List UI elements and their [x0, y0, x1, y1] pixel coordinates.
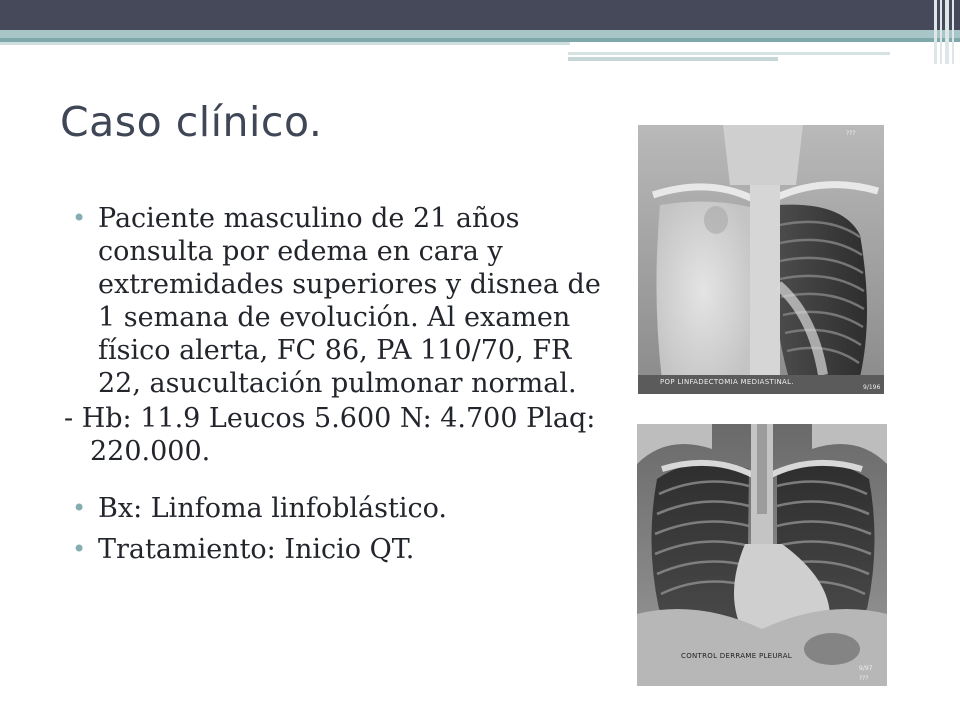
- xray-caption: POP LINFADECTOMIA MEDIASTINAL.: [660, 378, 794, 386]
- chest-xray-graphic: [638, 125, 884, 394]
- svg-text:9/196: 9/196: [863, 384, 881, 391]
- slide-content: [64, 202, 612, 566]
- header-decor-line: [568, 52, 890, 55]
- slide-title: Caso clínico.: [60, 98, 323, 146]
- bullet-list: [72, 492, 612, 566]
- header-corner-stripes: [930, 0, 960, 64]
- bullet-list: [72, 202, 612, 400]
- svg-text:9/97: 9/97: [859, 665, 873, 672]
- svg-text:???: ???: [859, 675, 869, 682]
- xray-image-top: [638, 125, 884, 394]
- list-item: [72, 492, 612, 525]
- chest-xray-graphic: [637, 424, 887, 686]
- header-band: [0, 0, 960, 30]
- biopsy-result: Bx: Linfoma linfoblástico.: [98, 493, 447, 524]
- list-item: [72, 202, 612, 400]
- xray-caption: CONTROL DERRAME PLEURAL: [681, 652, 792, 660]
- header-accent-band: [0, 30, 960, 38]
- xray-image-bottom: [637, 424, 887, 686]
- header-accent-line-light: [0, 42, 570, 45]
- treatment: Tratamiento: Inicio QT.: [98, 534, 415, 565]
- header-decor-line: [568, 57, 778, 61]
- bullet-icon: •: [72, 204, 87, 232]
- bullet-icon: •: [72, 535, 87, 563]
- list-item: [72, 533, 612, 566]
- svg-text:???: ???: [846, 130, 856, 137]
- case-description: Paciente masculino de 21 años consulta por edema en cara y extremidades superiores y disnea de 1 semana de evolución. Al examen físico alerta, FC 86, PA 110/70, FR 22, asucultación pulmonar normal.: [98, 203, 601, 399]
- header-decor-line: [568, 46, 890, 50]
- bullet-icon: •: [72, 494, 87, 522]
- lab-results: - Hb: 11.9 Leucos 5.600 N: 4.700 Plaq: 220.000.: [64, 403, 596, 467]
